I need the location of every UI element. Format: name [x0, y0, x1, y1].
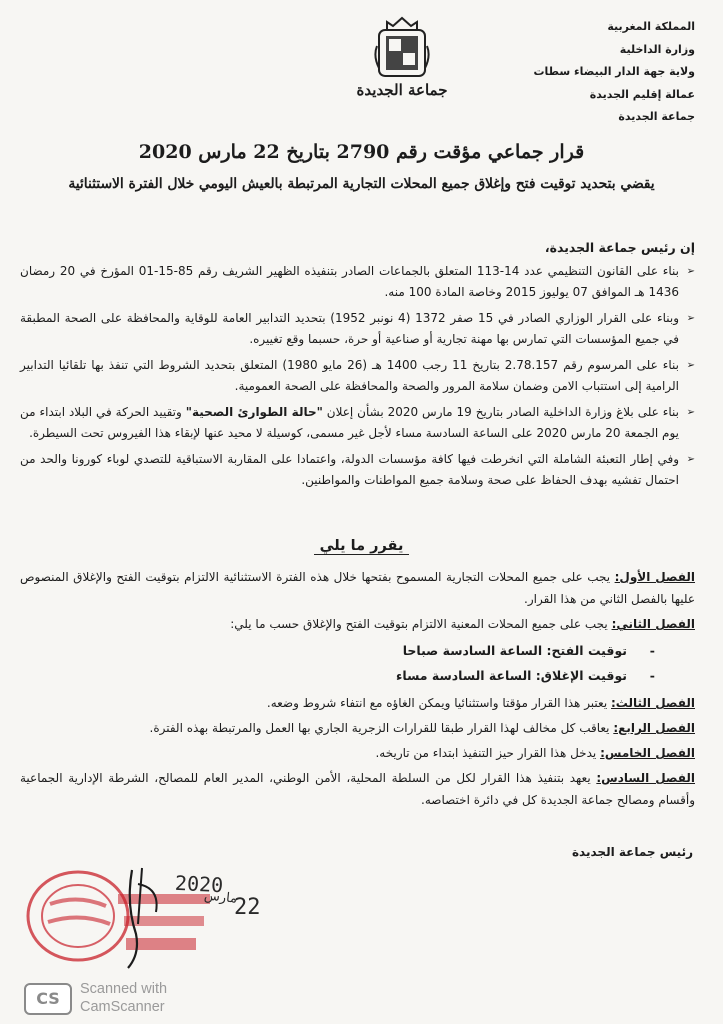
consideration-item: [20, 355, 695, 397]
consideration-item: [20, 308, 695, 350]
handwritten-year: 2020: [174, 870, 224, 898]
emergency-state-label: "حالة الطوارئ الصحية": [185, 405, 323, 419]
consideration-text: وتقييد الحركة في البلاد ابتداء من يوم الجمعة 20 مارس 2020 على الساعة السادسة مساء لأجل غير مسمى، كوسيلة لا محيد عنها لإبقاء هذا الفيروس تحت السيطرة.: [20, 405, 679, 440]
bullet-icon: ➢: [686, 360, 695, 371]
decree-subtitle: يقضي بتحديد توقيت فتح وإغلاق جميع المحلات التجارية المرتبطة بالعيش اليومي خلال الفترة الاستثنائية: [68, 176, 655, 192]
bullet-icon: ➢: [686, 407, 695, 418]
article-text: يجب على جميع المحلات المعنية الالتزام بتوقيت الفتح والإغلاق حسب ما يلي:: [230, 617, 612, 631]
header-line: عمالة إقليم الجديدة: [589, 87, 695, 101]
header-line: وزارة الداخلية: [619, 42, 695, 56]
intro-line: إن رئيس جماعة الجديدة،: [544, 240, 695, 255]
scanner-watermark: [80, 980, 167, 1016]
watermark-line: CamScanner: [80, 999, 165, 1015]
article-text: يعاقب كل مخالف لهذا القرار طبقا للقرارات الزجرية الجاري بها العمل والمرتبطة بهذه الفترة.: [149, 721, 614, 735]
consideration-text: وفي إطار التعبئة الشاملة التي انخرطت فيها كافة مؤسسات الدولة، واعتمادا على المقاربة الاستباقية للتصدي لوباء كورونا والحد من احتمال تفشيه بهدف الحفاظ على صحة وسلامة جميع المواطنات والمواطنين.: [20, 452, 679, 487]
article-text: يجب على جميع المحلات التجارية المسموح بفتحها خلال هذه الفترة الاستثنائية الالتزام بتوقيت الفتح والإغلاق المنصوص عليها بالفصل الثاني من هذا القرار.: [20, 570, 695, 606]
article-text: يعتبر هذا القرار مؤقتا واستثنائيا ويمكن الغاؤه مع انتفاء شروط وضعه.: [266, 696, 611, 710]
article-heading: الفصل الأول:: [614, 570, 695, 584]
bullet-icon: ➢: [686, 313, 695, 324]
article-1: [20, 566, 695, 610]
schedule-item: [20, 638, 655, 663]
article-text: يعهد بتنفيذ هذا القرار لكل من السلطة المحلية، الأمن الوطني، المدير العام للمصالح، الشرطة الإدارية الجماعية وأقسام ومصالح جماعة الجديدة كل في دائرة اختصاصه.: [20, 771, 695, 807]
consideration-text: بناء على بلاغ وزارة الداخلية الصادر بتاريخ 19 مارس 2020 بشأن إعلان: [322, 405, 680, 419]
dash-icon: -: [649, 643, 655, 658]
emblem: [352, 16, 452, 108]
signer-title: رئيس جماعة الجديدة: [571, 845, 693, 859]
bullet-icon: ➢: [686, 454, 695, 465]
header-line: جماعة الجديدة: [618, 110, 695, 123]
considerations-list: [20, 261, 695, 496]
consideration-item: [20, 402, 695, 444]
consideration-text: بناء على المرسوم رقم 2.78.157 بتاريخ 11 رجب 1400 هـ (26 مايو 1980) المتعلق بتحديد الشروط التي تنفذ بها تلقائيا التدابير الرامية إلى استتباب الامن وضمان سلامة المرور والصحة والمحافظة على الصحة العمومية.: [20, 358, 679, 393]
header-line: ولاية جهة الدار البيضاء سطات: [533, 65, 695, 78]
consideration-item: [20, 261, 695, 303]
article-heading: الفصل الثالث:: [611, 696, 695, 710]
header-line: المملكة المغربية: [607, 20, 695, 33]
ministry-header: [465, 16, 695, 129]
decides-heading: [0, 538, 723, 554]
emblem-caption: جماعة الجديدة: [356, 81, 448, 99]
dash-icon: -: [649, 668, 655, 683]
articles-section: [20, 566, 695, 814]
decree-title: قرار جماعي مؤقت رقم 2790 بتاريخ 22 مارس 2020: [138, 141, 585, 163]
article-heading: الفصل الرابع:: [613, 721, 695, 735]
article-2: [20, 613, 695, 635]
handwritten-day: 22: [234, 895, 261, 920]
article-heading: الفصل السادس:: [596, 771, 695, 785]
article-heading: الفصل الخامس:: [600, 746, 695, 760]
article-6: [20, 767, 695, 811]
decides-text: يقرر ما يلي: [314, 538, 410, 555]
schedule-list: [20, 638, 695, 688]
schedule-item: [20, 663, 655, 688]
camscanner-logo-icon: CS: [24, 983, 72, 1015]
article-3: [20, 692, 695, 714]
watermark-line: Scanned with: [80, 981, 168, 997]
article-5: [20, 742, 695, 764]
handwritten-month: مارس: [203, 888, 238, 907]
bullet-icon: ➢: [686, 266, 695, 277]
consideration-text: وبناء على القرار الوزاري الصادر في 15 صفر 1372 (4 نونبر 1952) بتحديد التدابير العامة للوقاية والمحافظة على الصحة المطبقة في جميع المؤسسات التي تمارس بها مهنة تجارية أو صناعية أو حرة، حسبما وقع تغييره.: [20, 311, 679, 346]
article-4: [20, 717, 695, 739]
coat-of-arms-icon: [373, 16, 431, 80]
article-text: يدخل هذا القرار حيز التنفيذ ابتداء من تاريخه.: [375, 746, 601, 760]
consideration-item: [20, 449, 695, 491]
consideration-text: بناء على القانون التنظيمي عدد 14-113 المتعلق بالجماعات الصادر بتنفيذه الظهير الشريف رقم 85-15-01 المؤرخ في 20 رمضان 1436 هـ الموافق 07 يوليوز 2015 وخاصة المادة 100 منه.: [20, 264, 679, 299]
schedule-text: توقيت الفتح: الساعة السادسة صباحا: [402, 643, 627, 658]
article-heading: الفصل الثاني:: [611, 617, 695, 631]
schedule-text: توقيت الإغلاق: الساعة السادسة مساء: [396, 668, 627, 683]
